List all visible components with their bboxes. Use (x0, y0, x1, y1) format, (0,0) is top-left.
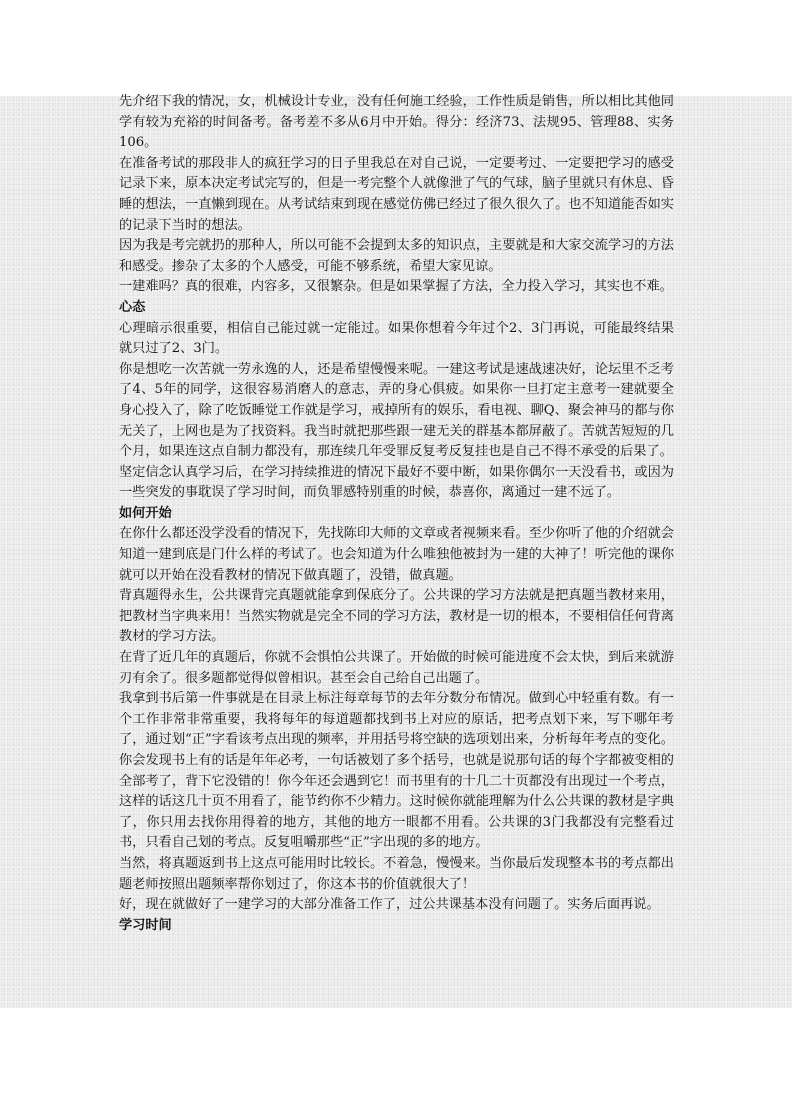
paragraph-start-4: 我拿到书后第一件事就是在目录上标注每章每节的去年分数分布情况。做到心中轻重有数。有一个工作非常非常重要，我将每年的每道题都找到书上对应的原话，把考点划下来，写下哪年考了，通过划“正”字看该考点出现的频率，并用括号将空缺的选项划出来，分析每年考点的变化。你会发现书上有的话是年年必考，一句话被划了多个括号，也就是说那句话的每个字都被变相的全部考了，背下它没错的！你今年还会遇到它！而书里有的十几二十页都没有出现过一个考点，这样的话这几十页不用看了，能节约你不少精力。这时候你就能理解为什么公共课的教材是字典了，你只用去找你用得着的地方，其他的地方一眼都不用看。公共课的3门我都没有完整看过书，只看自己划的考点。反复咀嚼那些“正”字出现的多的地方。 (119, 691, 674, 851)
paragraph-intro-4: 一建难吗？真的很难，内容多，又很繁杂。但是如果掌握了方法，全力投入学习，其实也不难。 (119, 279, 673, 295)
section-heading-start: 如何开始 (119, 505, 172, 521)
article-body (119, 92, 674, 936)
bottom-margin (0, 1008, 792, 1120)
paragraph-start-1: 在你什么都还没学没看的情况下，先找陈印大师的文章或者视频来看。至少你听了他的介绍就会知道一建到底是门什么样的考试了。也会知道为什么唯独他被封为一建的大神了！听完他的课你就可以开始在没看教材的情况下做真题了，没错，做真题。 (119, 526, 674, 583)
paragraph-mindset-3: 坚定信念认真学习后，在学习持续推进的情况下最好不要中断，如果你偶尔一天没看书，或因为一些突发的事耽误了学习时间，而负罪感特别重的时候，恭喜你，离通过一建不远了。 (119, 464, 674, 501)
paragraph-intro-1: 先介绍下我的情况，女，机械设计专业，没有任何施工经验，工作性质是销售，所以相比其他同学有较为充裕的时间备考。备考差不多从6月中开始。得分：经济73、法规95、管理88、实务106。 (119, 94, 674, 151)
paragraph-start-5: 当然，将真题返到书上这点可能用时比较长。不着急，慢慢来。当你最后发现整本书的考点都出题老师按照出题频率帮你划过了，你这本书的价值就很大了！ (119, 855, 674, 892)
paragraph-intro-2: 在准备考试的那段非人的疯狂学习的日子里我总在对自己说，一定要考过、一定要把学习的感受记录下来，原本决定考试完写的，但是一考完整个人就像泄了气的气球，脑子里就只有休息、昏睡的想法，一直懒到现在。从考试结束到现在感觉仿佛已经过了很久很久了。也不知道能否如实的记录下当时的想法。 (119, 155, 674, 233)
paragraph-start-3: 在背了近几年的真题后，你就不会惧怕公共课了。开始做的时候可能进度不会太快，到后来就游刃有余了。很多题都觉得似曾相识。甚至会自己给自己出题了。 (119, 650, 674, 686)
section-heading-study-time: 学习时间 (119, 917, 172, 933)
section-heading-mindset: 心态 (119, 299, 146, 315)
paragraph-intro-3: 因为我是考完就扔的那种人，所以可能不会提到太多的知识点，主要就是和大家交流学习的方法和感受。掺杂了太多的个人感受，可能不够系统，希望大家见谅。 (119, 238, 674, 274)
paragraph-start-2: 背真题得永生，公共课背完真题就能拿到保底分了。公共课的学习方法就是把真题当教材来用，把教材当字典来用！当然实物就是完全不同的学习方法，教材是一切的根本，不要相信任何背离教材的学习方法。 (119, 588, 674, 645)
paragraph-start-6: 好，现在就做好了一建学习的大部分准备工作了，过公共课基本没有问题了。实务后面再说。 (119, 897, 660, 913)
paragraph-mindset-2: 你是想吃一次苦就一劳永逸的人，还是希望慢慢来呢。一建这考试是速战速决好，论坛里不乏考了4、5年的同学，这很容易消磨人的意志，弄的身心俱疲。如果你一旦打定主意考一建就要全身心投入了，除了吃饭睡觉工作就是学习，戒掉所有的娱乐，看电视、聊Q、聚会神马的都与你无关了，上网也是为了找资料。我当时就把那些跟一建无关的群基本都屏蔽了。苦就苦短短的几个月，如果连这点自制力都没有，那连续几年受罪反复考反复挂也是自己不得不承受的后果了。 (119, 361, 674, 460)
paragraph-mindset-1: 心理暗示很重要，相信自己能过就一定能过。如果你想着今年过个2、3门再说，可能最终结果就只过了2、3门。 (119, 320, 674, 357)
top-margin (0, 0, 792, 96)
